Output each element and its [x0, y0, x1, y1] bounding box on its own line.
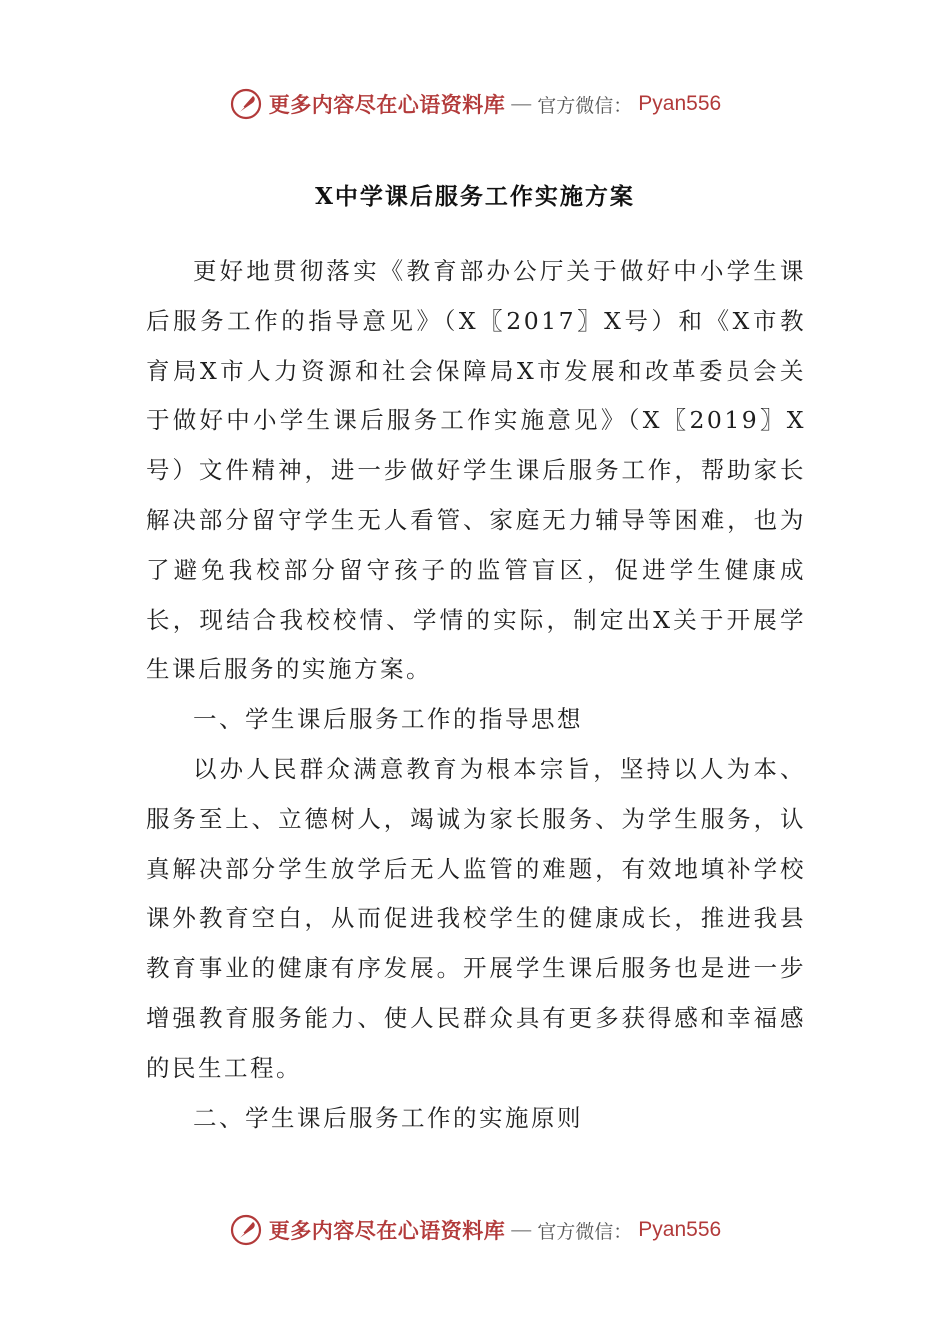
section-heading-2: 二、学生课后服务工作的实施原则 — [193, 1103, 583, 1132]
banner-wechat-id: Pyan556 — [638, 1218, 722, 1241]
header-banner — [0, 84, 950, 124]
paragraph-guiding-idea: 以办人民群众满意教育为根本宗旨，坚持以人为本、服务至上、立德树人，竭诚为家长服务、为学生服务，认真解决部分学生放学后无人监管的难题，有效地填补学校课外教育空白，从而促进我校学生的健康成长，推进我县教育事业的健康有序发展。开展学生课后服务也是进一步增强教育服务能力、使人民群众具有更多获得感和幸福感的民生工程。 — [146, 754, 806, 1082]
banner-title: 更多内容尽在心语资料库 — [268, 1218, 506, 1243]
banner-title: 更多内容尽在心语资料库 — [268, 92, 506, 117]
banner-dash: — — [511, 92, 532, 115]
banner-wechat-id: Pyan556 — [638, 92, 722, 115]
quill-logo-icon — [229, 1213, 263, 1247]
banner-wechat-label: 官方微信： — [537, 1220, 633, 1243]
document-body — [146, 247, 806, 1143]
paragraph-intro: 更好地贯彻落实《教育部办公厅关于做好中小学生课后服务工作的指导意见》（X〖2017〗X号）和《X市教育局X市人力资源和社会保障局X市发展和改革委员会关于做好中小学生课后服务工作实施意见》（X〖2019〗X号）文件精神，进一步做好学生课后服务工作，帮助家长解决部分留守学生无人看管、家庭无力辅导等困难，也为了避免我校部分留守孩子的监管盲区，促进学生健康成长，现结合我校校情、学情的实际，制定出X关于开展学生课后服务的实施方案。 — [146, 257, 806, 684]
footer-banner — [0, 1210, 950, 1250]
banner-dash: — — [511, 1218, 532, 1241]
banner-wechat-label: 官方微信： — [537, 94, 633, 117]
document-title: X中学课后服务工作实施方案 — [315, 183, 635, 210]
section-heading-1: 一、学生课后服务工作的指导思想 — [193, 705, 583, 734]
quill-logo-icon — [229, 87, 263, 121]
